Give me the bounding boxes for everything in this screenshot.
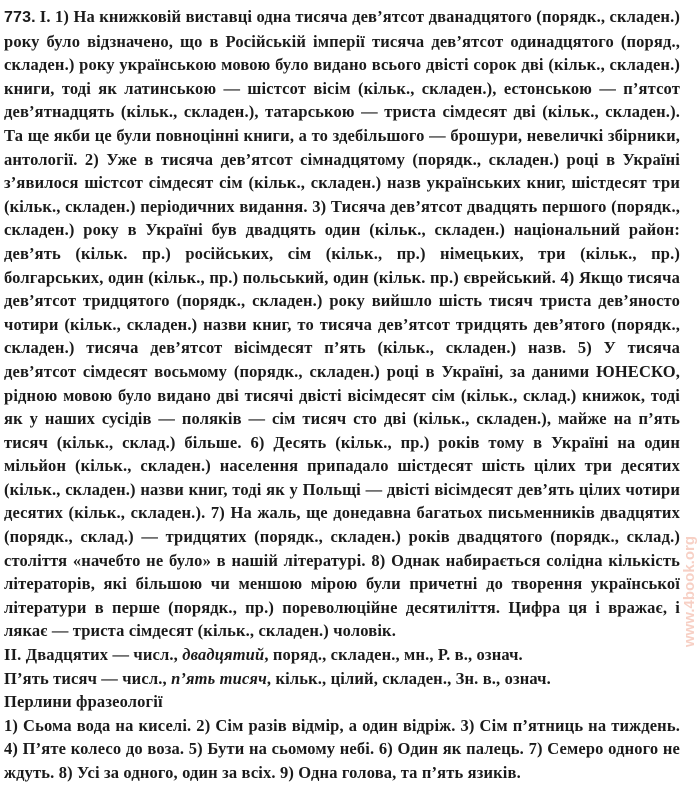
phraseology-list: 1) Сьома вода на киселі. 2) Сім разів відмір, а один відріж. 3) Сім п’ятниць на тиждень. 4) П’яте колесо до воза. 5) Бути на сьомому небі. 6) Один як палець. 7) Семеро одного не ждуть. 8) Усі за одного, один за всіх. 9) Одна голова, та п’ять язиків.: [4, 715, 680, 782]
parse-word-2: П’ять тисяч — числ.,: [4, 668, 167, 688]
parse-word-1: Двадцятих — числ.,: [25, 645, 178, 665]
part-1-text: 1) На книжковій виставці одна тисяча дев’ятсот дванадцятого (порядк., складен.) року було відзначено, що в Російській імперії тисяча дев’ятсот одинадцятого (поряд., складен.) року українською мовою було видано всього двісті сорок дві (кільк., складен.) книги, тоді як латинською — шістсот вісім (кільк., складен.), естонською — п’ятсот дев’ятнадцять (кільк., складен.), татарською — триста сімдесят дві (кільк., складен.). Та ще якби це були повноцінні книги, а то здебільшого — брошури, невеличкі збірники, антології. 2) Уже в тисяча дев’ятсот сімнадцятому (порядк., складен.) році в Україні з’явилося шістсот сімдесят сім (кільк., складен.) назв українських книг, шістдесят три (кільк., складен.) періодичних видання. 3) Тисяча дев’ятсот двадцять першого (порядк., складен.) року в Україні був двадцять один (кільк., складен.) національний район: дев’ять (кільк. пр.) російських, сім (кільк., пр.) німецьких, три (кільк., пр.) болгарських, один (кільк., пр.) польський, один (кільк. пр.) єврейський. 4) Якщо тисяча дев’ятсот тридцятого (порядк., складен.) року вийшло шість тисяч триста дев’яносто чотири (кільк., складен.) назви книг, то тисяча дев’ятсот тридцять дев’ятого (порядк., складен.) тисяча дев’ятсот вісімдесят п’ять (кільк., складен.) назв. 5) У тисяча дев’ятсот сімдесят восьмому (порядк., складен.) році в Україні, за даними ЮНЕСКО, рідною мовою було видано дві тисячі двісті вісімдесят сім (кільк., склад.) книжок, тоді як у наших сусідів — поляків — сім тисяч сто дві (кільк., складен.), майже на п’ять тисяч (кільк., склад.) більше. 6) Десять (кільк., пр.) років тому в Україні на один мільйон (кільк., складен.) населення припадало шістдесят шість цілих три десятих (кільк., складен.) назви книг, тоді як у Польщі — двісті вісімдесят дев’ять цілих чотири десятих (кільк., складен.). 7) На жаль, ще донедавна багатьох письменників двадцятих (порядк., склад.) — тридцятих (порядк., складен.) років двадцятого (порядк., склад.) століття «начебто не було» в нашій літературі. 8) Однак набирається солідна кількість літераторів, які більшою чи меншою мірою були причетні до творення української літератури в перше (порядк., пр.) пореволюційне десятиліття. Цифра ця і вражає, і лякає — триста сімдесят (кільк., складен.) чоловік.: [4, 7, 681, 641]
watermark: www.4book.org: [681, 536, 698, 648]
phraseology-heading: Перлини фразеології: [4, 692, 163, 712]
textbook-page: [4, 5, 680, 785]
part-2-line-2: [4, 667, 680, 691]
part-2-line-1: [4, 643, 680, 667]
part-1-label: I.: [39, 7, 51, 26]
part-2-label: II.: [4, 645, 22, 665]
exercise-773-part-1: [4, 5, 680, 643]
parse-word-2-initial-form: п’ять тисяч: [171, 668, 267, 688]
parse-word-1-features: , поряд., складен., мн., Р. в., означ.: [264, 645, 523, 665]
parse-word-1-initial-form: двадцятий: [182, 645, 265, 665]
exercise-number: 773.: [4, 9, 36, 26]
parse-word-2-features: , кільк., цілий, складен., Зн. в., означ.: [266, 668, 551, 688]
